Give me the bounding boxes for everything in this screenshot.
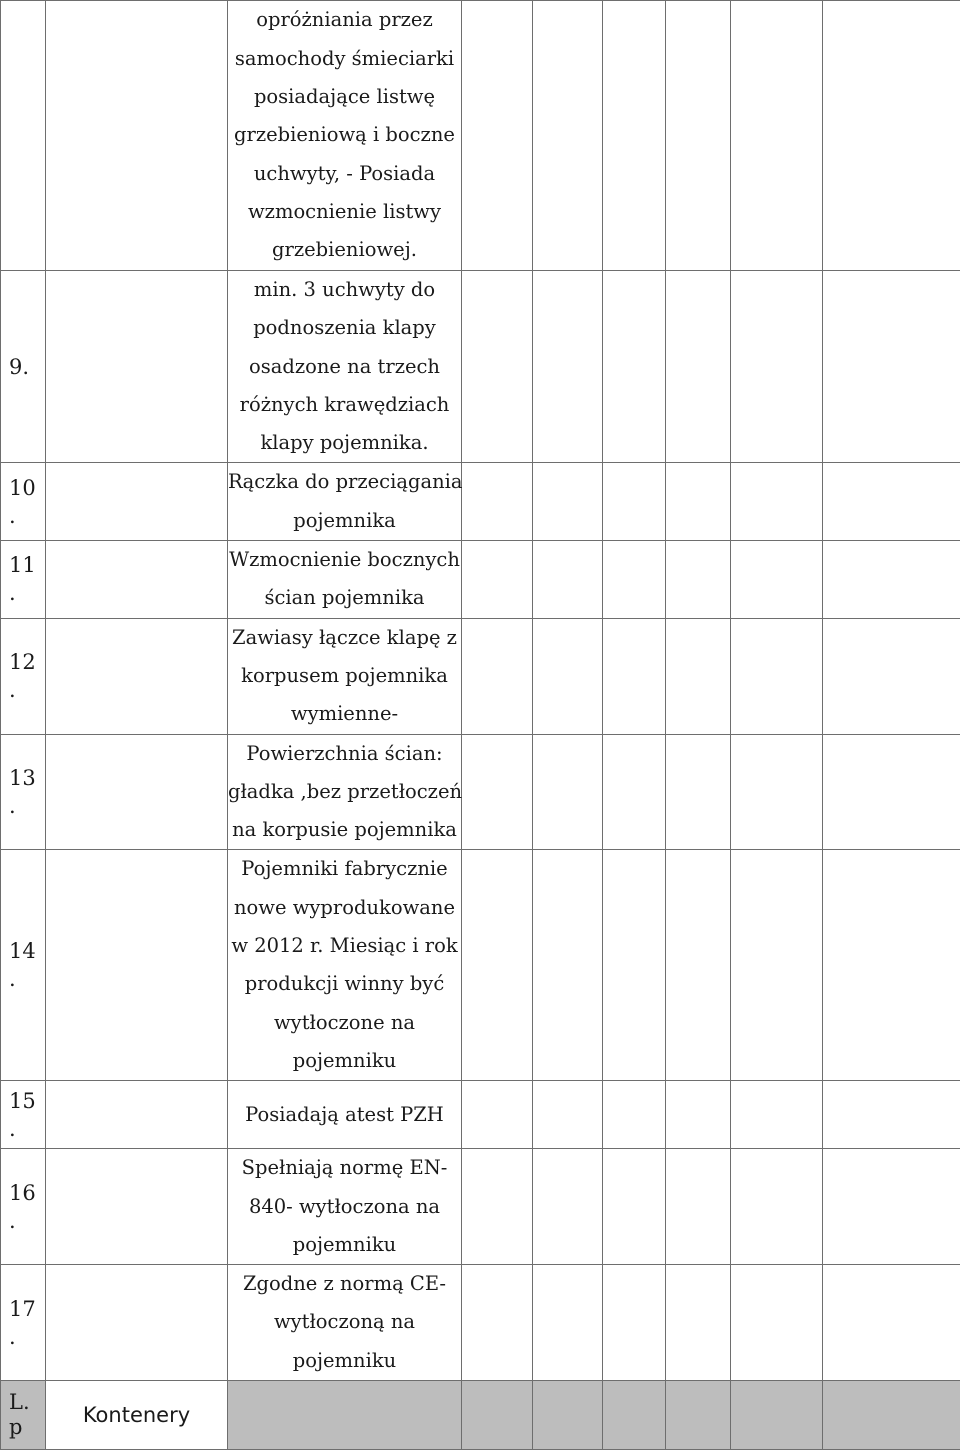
- kontenery-header: Kontenery: [46, 1381, 228, 1450]
- item-name-cell: [46, 850, 228, 1081]
- empty-cell: [731, 734, 823, 850]
- description-line: posiadające listwę: [228, 78, 461, 116]
- description-line: Zgodne z normą CE-: [228, 1265, 461, 1303]
- row-number: 13 .: [1, 734, 46, 850]
- description-line: produkcji winny być: [228, 965, 461, 1003]
- table-row: [1, 850, 960, 1081]
- empty-cell: [823, 618, 960, 734]
- item-name-cell: [46, 1265, 228, 1381]
- empty-cell: [462, 850, 533, 1081]
- description-line: pojemnika: [228, 502, 461, 540]
- empty-cell: [533, 271, 603, 463]
- empty-cell: [823, 541, 960, 619]
- table-body: [1, 1, 960, 1450]
- description-cell: [228, 1265, 462, 1381]
- description-line: ścian pojemnika: [228, 579, 461, 617]
- empty-cell: [603, 850, 666, 1081]
- empty-cell: [462, 1081, 533, 1149]
- table-row: [1, 271, 960, 463]
- header-row: [1, 1381, 960, 1450]
- description-line: pojemniku: [228, 1226, 461, 1264]
- description-line: Spełniają normę EN-: [228, 1149, 461, 1187]
- empty-cell: [666, 271, 731, 463]
- empty-cell: [731, 1149, 823, 1265]
- description-line: min. 3 uchwyty do: [228, 271, 461, 309]
- empty-cell: [823, 1265, 960, 1381]
- description-line: pojemniku: [228, 1042, 461, 1080]
- empty-cell: [603, 1265, 666, 1381]
- empty-cell: [462, 1265, 533, 1381]
- description-cell: [228, 850, 462, 1081]
- empty-cell: [731, 1, 823, 271]
- table-row: [1, 1081, 960, 1149]
- description-line: wzmocnienie listwy: [228, 193, 461, 231]
- description-line: nowe wyprodukowane: [228, 889, 461, 927]
- empty-cell: [666, 1, 731, 271]
- row-number: 12 .: [1, 618, 46, 734]
- empty-cell: [533, 734, 603, 850]
- table-row: [1, 463, 960, 541]
- empty-cell: [731, 463, 823, 541]
- description-line: wytłoczoną na: [228, 1303, 461, 1341]
- table-row: [1, 618, 960, 734]
- empty-cell: [823, 734, 960, 850]
- description-cell: [228, 1149, 462, 1265]
- empty-cell: [666, 1265, 731, 1381]
- item-name-cell: [46, 541, 228, 619]
- empty-cell: [533, 541, 603, 619]
- row-number: 9.: [1, 271, 46, 463]
- description-line: osadzone na trzech: [228, 348, 461, 386]
- empty-cell: [731, 618, 823, 734]
- empty-cell: [731, 271, 823, 463]
- empty-cell: [462, 618, 533, 734]
- item-name-cell: [46, 734, 228, 850]
- description-line: Pojemniki fabrycznie: [228, 850, 461, 888]
- description-line: na korpusie pojemnika: [228, 811, 461, 849]
- header-cell: [731, 1381, 823, 1450]
- table-row: [1, 1, 960, 271]
- empty-cell: [533, 463, 603, 541]
- empty-cell: [533, 1081, 603, 1149]
- description-line: podnoszenia klapy: [228, 309, 461, 347]
- empty-cell: [666, 850, 731, 1081]
- empty-cell: [462, 463, 533, 541]
- header-cell: [228, 1381, 462, 1450]
- item-name-cell: [46, 1, 228, 271]
- empty-cell: [666, 463, 731, 541]
- empty-cell: [731, 850, 823, 1081]
- description-line: Zawiasy łączce klapę z: [228, 619, 461, 657]
- description-line: grzebieniową i boczne: [228, 116, 461, 154]
- description-cell: [228, 541, 462, 619]
- row-number: 11 .: [1, 541, 46, 619]
- empty-cell: [603, 463, 666, 541]
- row-number: 10 .: [1, 463, 46, 541]
- empty-cell: [533, 850, 603, 1081]
- description-line: Rączka do przeciągania: [228, 463, 461, 501]
- empty-cell: [462, 1149, 533, 1265]
- item-name-cell: [46, 618, 228, 734]
- empty-cell: [823, 463, 960, 541]
- empty-cell: [666, 734, 731, 850]
- empty-cell: [603, 1, 666, 271]
- empty-cell: [603, 1081, 666, 1149]
- table-row: [1, 734, 960, 850]
- description-cell: [228, 463, 462, 541]
- lp-header: L. p: [1, 1381, 46, 1450]
- description-cell: [228, 618, 462, 734]
- description-line: uchwyty, - Posiada: [228, 155, 461, 193]
- description-line: samochody śmieciarki: [228, 40, 461, 78]
- description-cell: [228, 1, 462, 271]
- header-cell: [462, 1381, 533, 1450]
- empty-cell: [603, 734, 666, 850]
- empty-cell: [666, 541, 731, 619]
- empty-cell: [823, 1149, 960, 1265]
- description-line: gładka ,bez przetłoczeń: [228, 773, 461, 811]
- empty-cell: [462, 271, 533, 463]
- empty-cell: [666, 1149, 731, 1265]
- header-cell: [823, 1381, 960, 1450]
- description-line: różnych krawędziach: [228, 386, 461, 424]
- empty-cell: [823, 1, 960, 271]
- empty-cell: [823, 271, 960, 463]
- row-number: 14 .: [1, 850, 46, 1081]
- header-cell: [666, 1381, 731, 1450]
- description-line: pojemniku: [228, 1342, 461, 1380]
- description-cell: [228, 271, 462, 463]
- description-cell: [228, 1081, 462, 1149]
- empty-cell: [603, 271, 666, 463]
- description-line: Powierzchnia ścian:: [228, 735, 461, 773]
- empty-cell: [603, 541, 666, 619]
- description-line: 840- wytłoczona na: [228, 1188, 461, 1226]
- description-line: grzebieniowej.: [228, 231, 461, 269]
- empty-cell: [731, 1081, 823, 1149]
- empty-cell: [603, 1149, 666, 1265]
- empty-cell: [462, 541, 533, 619]
- description-line: wytłoczone na: [228, 1004, 461, 1042]
- description-line: w 2012 r. Miesiąc i rok: [228, 927, 461, 965]
- description-line: Posiadają atest PZH: [228, 1096, 461, 1134]
- empty-cell: [731, 1265, 823, 1381]
- empty-cell: [533, 618, 603, 734]
- empty-cell: [731, 541, 823, 619]
- description-line: wymienne-: [228, 695, 461, 733]
- empty-cell: [823, 850, 960, 1081]
- empty-cell: [823, 1081, 960, 1149]
- empty-cell: [666, 1081, 731, 1149]
- item-name-cell: [46, 1149, 228, 1265]
- table-row: [1, 1265, 960, 1381]
- description-line: Wzmocnienie bocznych: [228, 541, 461, 579]
- header-cell: [533, 1381, 603, 1450]
- row-number: 17 .: [1, 1265, 46, 1381]
- header-cell: [603, 1381, 666, 1450]
- empty-cell: [462, 734, 533, 850]
- table-row: [1, 1149, 960, 1265]
- row-number: 16 .: [1, 1149, 46, 1265]
- empty-cell: [666, 618, 731, 734]
- description-line: korpusem pojemnika: [228, 657, 461, 695]
- empty-cell: [533, 1265, 603, 1381]
- item-name-cell: [46, 271, 228, 463]
- empty-cell: [533, 1149, 603, 1265]
- table-row: [1, 541, 960, 619]
- empty-cell: [462, 1, 533, 271]
- row-number: [1, 1, 46, 271]
- item-name-cell: [46, 463, 228, 541]
- item-name-cell: [46, 1081, 228, 1149]
- empty-cell: [603, 618, 666, 734]
- row-number: 15 .: [1, 1081, 46, 1149]
- description-cell: [228, 734, 462, 850]
- description-line: klapy pojemnika.: [228, 424, 461, 462]
- description-line: opróżniania przez: [228, 1, 461, 39]
- empty-cell: [533, 1, 603, 271]
